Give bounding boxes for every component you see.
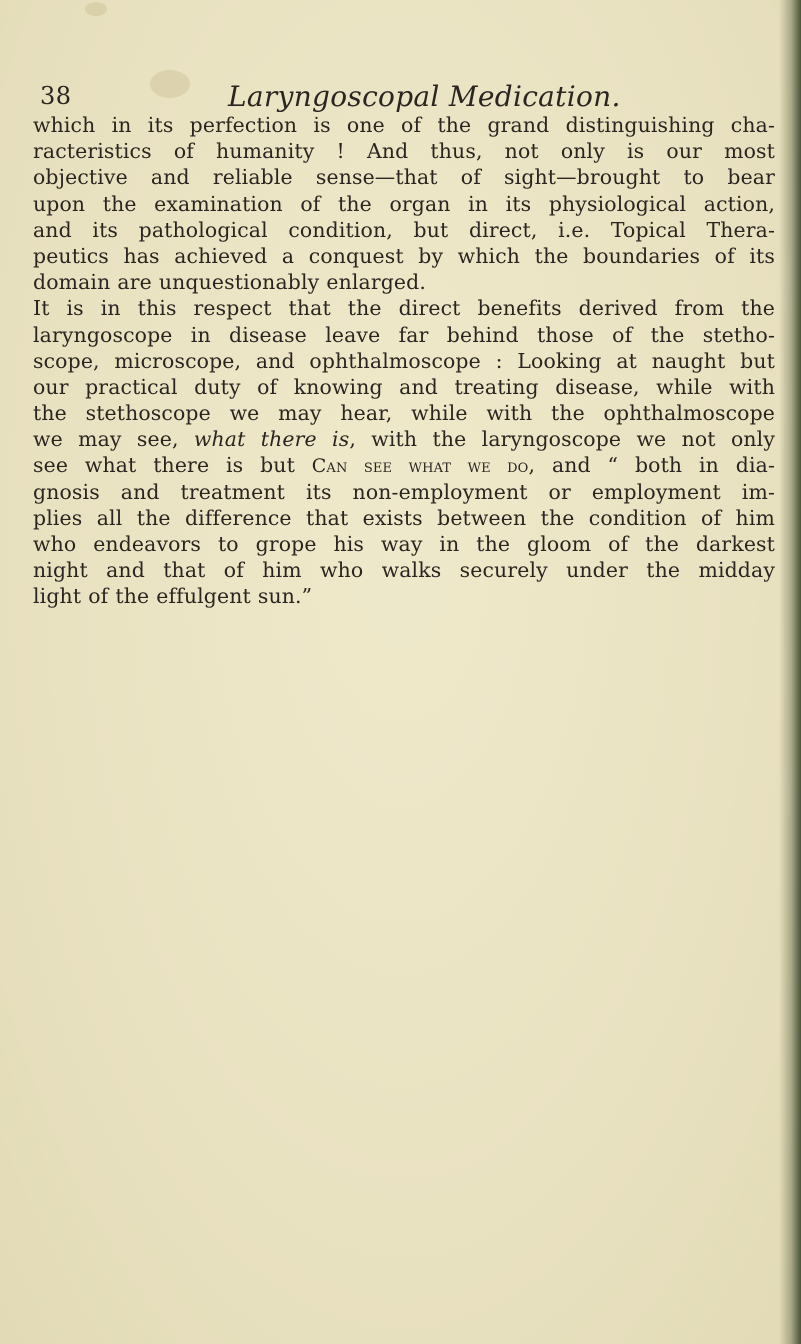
text-line: racteristics of humanity ! And thus, not only is our most — [33, 139, 775, 164]
body-text — [33, 112, 775, 610]
paper-stain — [85, 2, 107, 16]
text-line: light of the effulgent sun.” — [33, 584, 313, 609]
text-line: objective and reliable sense—that of sight—brought to bear — [33, 165, 775, 190]
text-line: plies all the difference that exists between the condition of him — [33, 505, 775, 530]
text-line: the stethoscope we may hear, while with the ophthalmoscope — [33, 401, 775, 426]
text-line: who endeavors to grope his way in the gloom of the darkest — [33, 532, 775, 556]
text-line — [33, 452, 775, 478]
page-edge-shadow — [779, 0, 801, 1344]
text-line: our practical duty of knowing and treating disease, while with — [33, 374, 775, 399]
small-caps-phrase: Can see what we do — [311, 455, 529, 478]
text-run: , with the laryngoscope we not only — [349, 427, 775, 452]
text-line: peutics has achieved a conquest by which the boundaries of its — [33, 243, 775, 268]
text-run: , and “ both in dia- — [528, 453, 775, 478]
text-line: which in its perfection is one of the grand distinguishing cha- — [33, 113, 775, 137]
text-line: and its pathological condition, but direct, i.e. Topical Thera- — [33, 217, 775, 242]
text-line: It is in this respect that the direct benefits derived from the — [33, 296, 775, 321]
text-line: gnosis and treatment its non-employment or employment im- — [33, 479, 775, 504]
text-line: laryngoscope in disease leave far behind those of the stetho- — [33, 322, 775, 347]
text-line — [33, 426, 775, 452]
text-line: scope, microscope, and ophthalmoscope : Looking at naught but — [33, 348, 775, 373]
italic-phrase: what there is — [193, 427, 350, 452]
text-line: upon the examination of the organ in its physiological action, — [33, 191, 775, 216]
text-run: we may see, — [33, 427, 194, 452]
page-number: 38 — [40, 82, 72, 110]
text-line: night and that of him who walks securely under the midday — [33, 558, 775, 583]
text-line: domain are unquestionably enlarged. — [33, 270, 426, 295]
running-title: Laryngoscopal Medication. — [228, 80, 621, 113]
text-run: see what there is but — [33, 453, 312, 478]
